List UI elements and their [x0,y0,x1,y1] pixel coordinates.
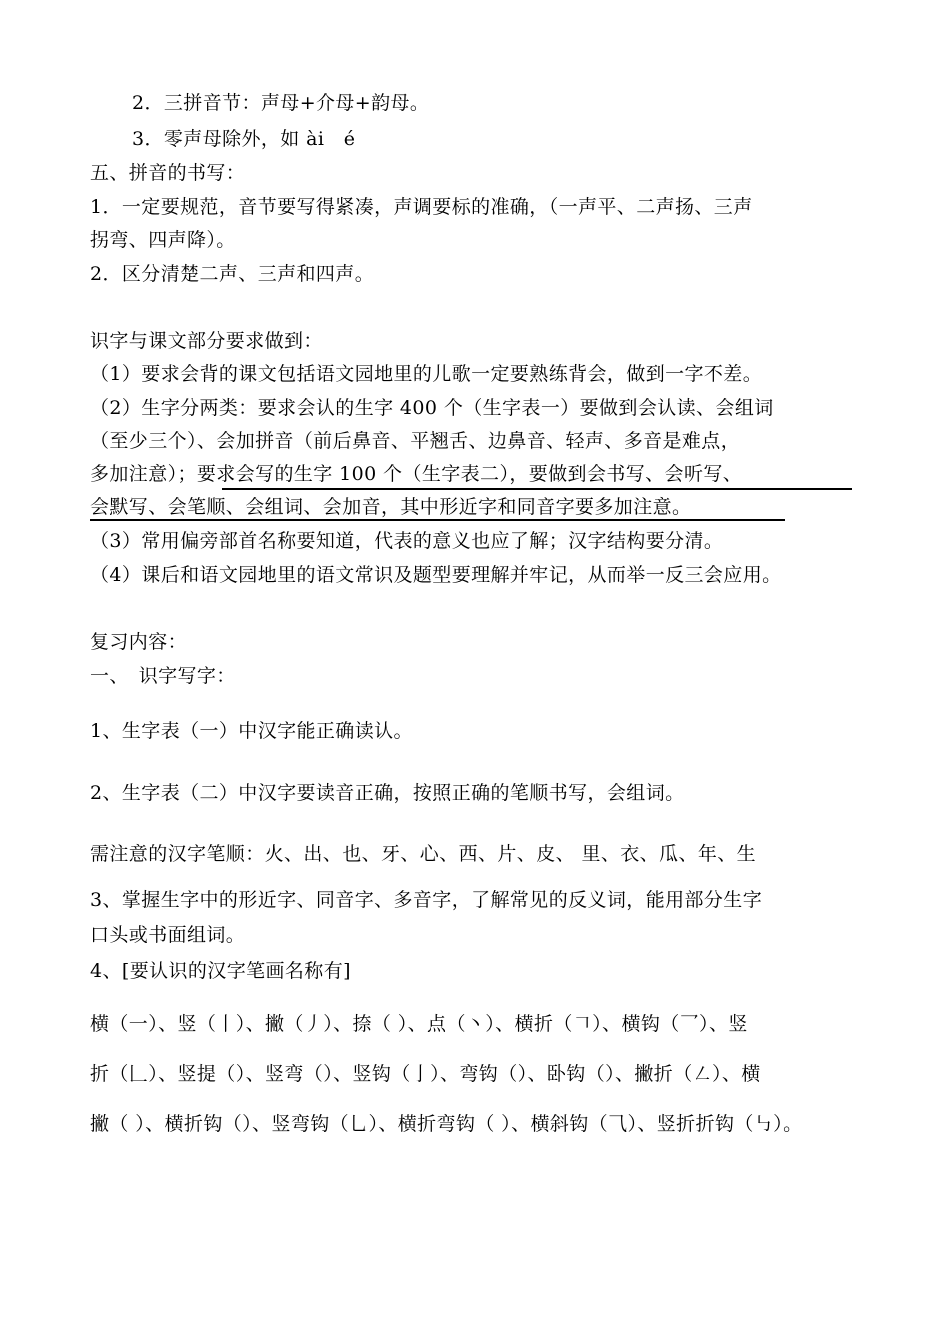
writing-heading: 五、拼音的书写： [90,162,246,184]
literacy-requirement-1: （1）要求会背的课文包括语文园地里的儿歌一定要熟练背会，做到一字不差。 [90,363,763,385]
literacy-requirement-2-line-2: （至少三个）、会加拼音（前后鼻音、平翘舌、边鼻音、轻声、多音是难点， [90,430,741,452]
review-point-3-line-1: 3、掌握生字中的形近字、同音字、多音字，了解常见的反义词，能用部分生字 [90,889,763,911]
review-point-4: 4、[要认识的汉字笔画名称有] [90,960,351,982]
stroke-names-line-2: 折（𠃊）、竖提（）、竖弯（）、竖钩（亅）、弯钩（）、卧钩（）、撇折（㇜）、横 [90,1063,761,1085]
review-heading: 复习内容： [90,631,188,653]
underline-rule-2 [90,519,785,521]
literacy-requirement-4: （4）课后和语文园地里的语文常识及题型要理解并牢记，从而举一反三会应用。 [90,564,782,586]
literacy-requirement-2-line-4: 会默写、会笔顺、会组词、会加音，其中形近字和同音字要多加注意。 [90,496,692,518]
review-section-1: 一、 识字写字： [90,665,236,687]
writing-item-1-line-2: 拐弯、四声降）。 [90,229,236,251]
literacy-requirement-2-underlined-start: 要求会写的生字 100 个（生字表二），要做到会书写、会听写、 [196,463,743,485]
review-point-2: 2、生字表（二）中汉字要读音正确，按照正确的笔顺书写，会组词。 [90,782,685,804]
underline-rule-1 [222,488,852,490]
stroke-names-line-1: 横（一）、竖（丨）、撇（丿）、捺（ ）、点（丶）、横折（𠃍）、横钩（乛）、竖 [90,1013,748,1035]
review-point-1: 1、生字表（一）中汉字能正确读认。 [90,720,413,742]
stroke-order-characters: 需注意的汉字笔顺：火、出、也、牙、心、西、片、皮、 里、衣、瓜、年、生 [90,843,757,865]
literacy-requirement-3: （3）常用偏旁部首名称要知道，代表的意义也应了解；汉字结构要分清。 [90,530,724,552]
literacy-requirement-2-line-3 [90,461,742,487]
pinyin-rule-2: 2．三拼音节：声母+介母+韵母。 [132,92,430,114]
pinyin-rule-3: 3．零声母除外，如 ài é [132,128,356,150]
writing-item-2: 2．区分清楚二声、三声和四声。 [90,263,375,285]
literacy-heading: 识字与课文部分要求做到： [90,330,323,352]
writing-item-1-line-1: 1．一定要规范，音节要写得紧凑，声调要标的准确，（一声平、二声扬、三声 [90,196,753,218]
review-point-3-line-2: 口头或书面组词。 [90,924,246,946]
literacy-requirement-2-line-3-start: 多加注意）； [90,463,197,485]
literacy-requirement-2-line-1: （2）生字分两类：要求会认的生字 400 个（生字表一）要做到会认读、会组词 [90,397,774,419]
stroke-names-line-3: 撇（ ）、横折钩（）、竖弯钩（乚）、横折弯钩（ ）、横斜钩（⺄）、竖折折钩（㇉）。 [90,1113,803,1135]
